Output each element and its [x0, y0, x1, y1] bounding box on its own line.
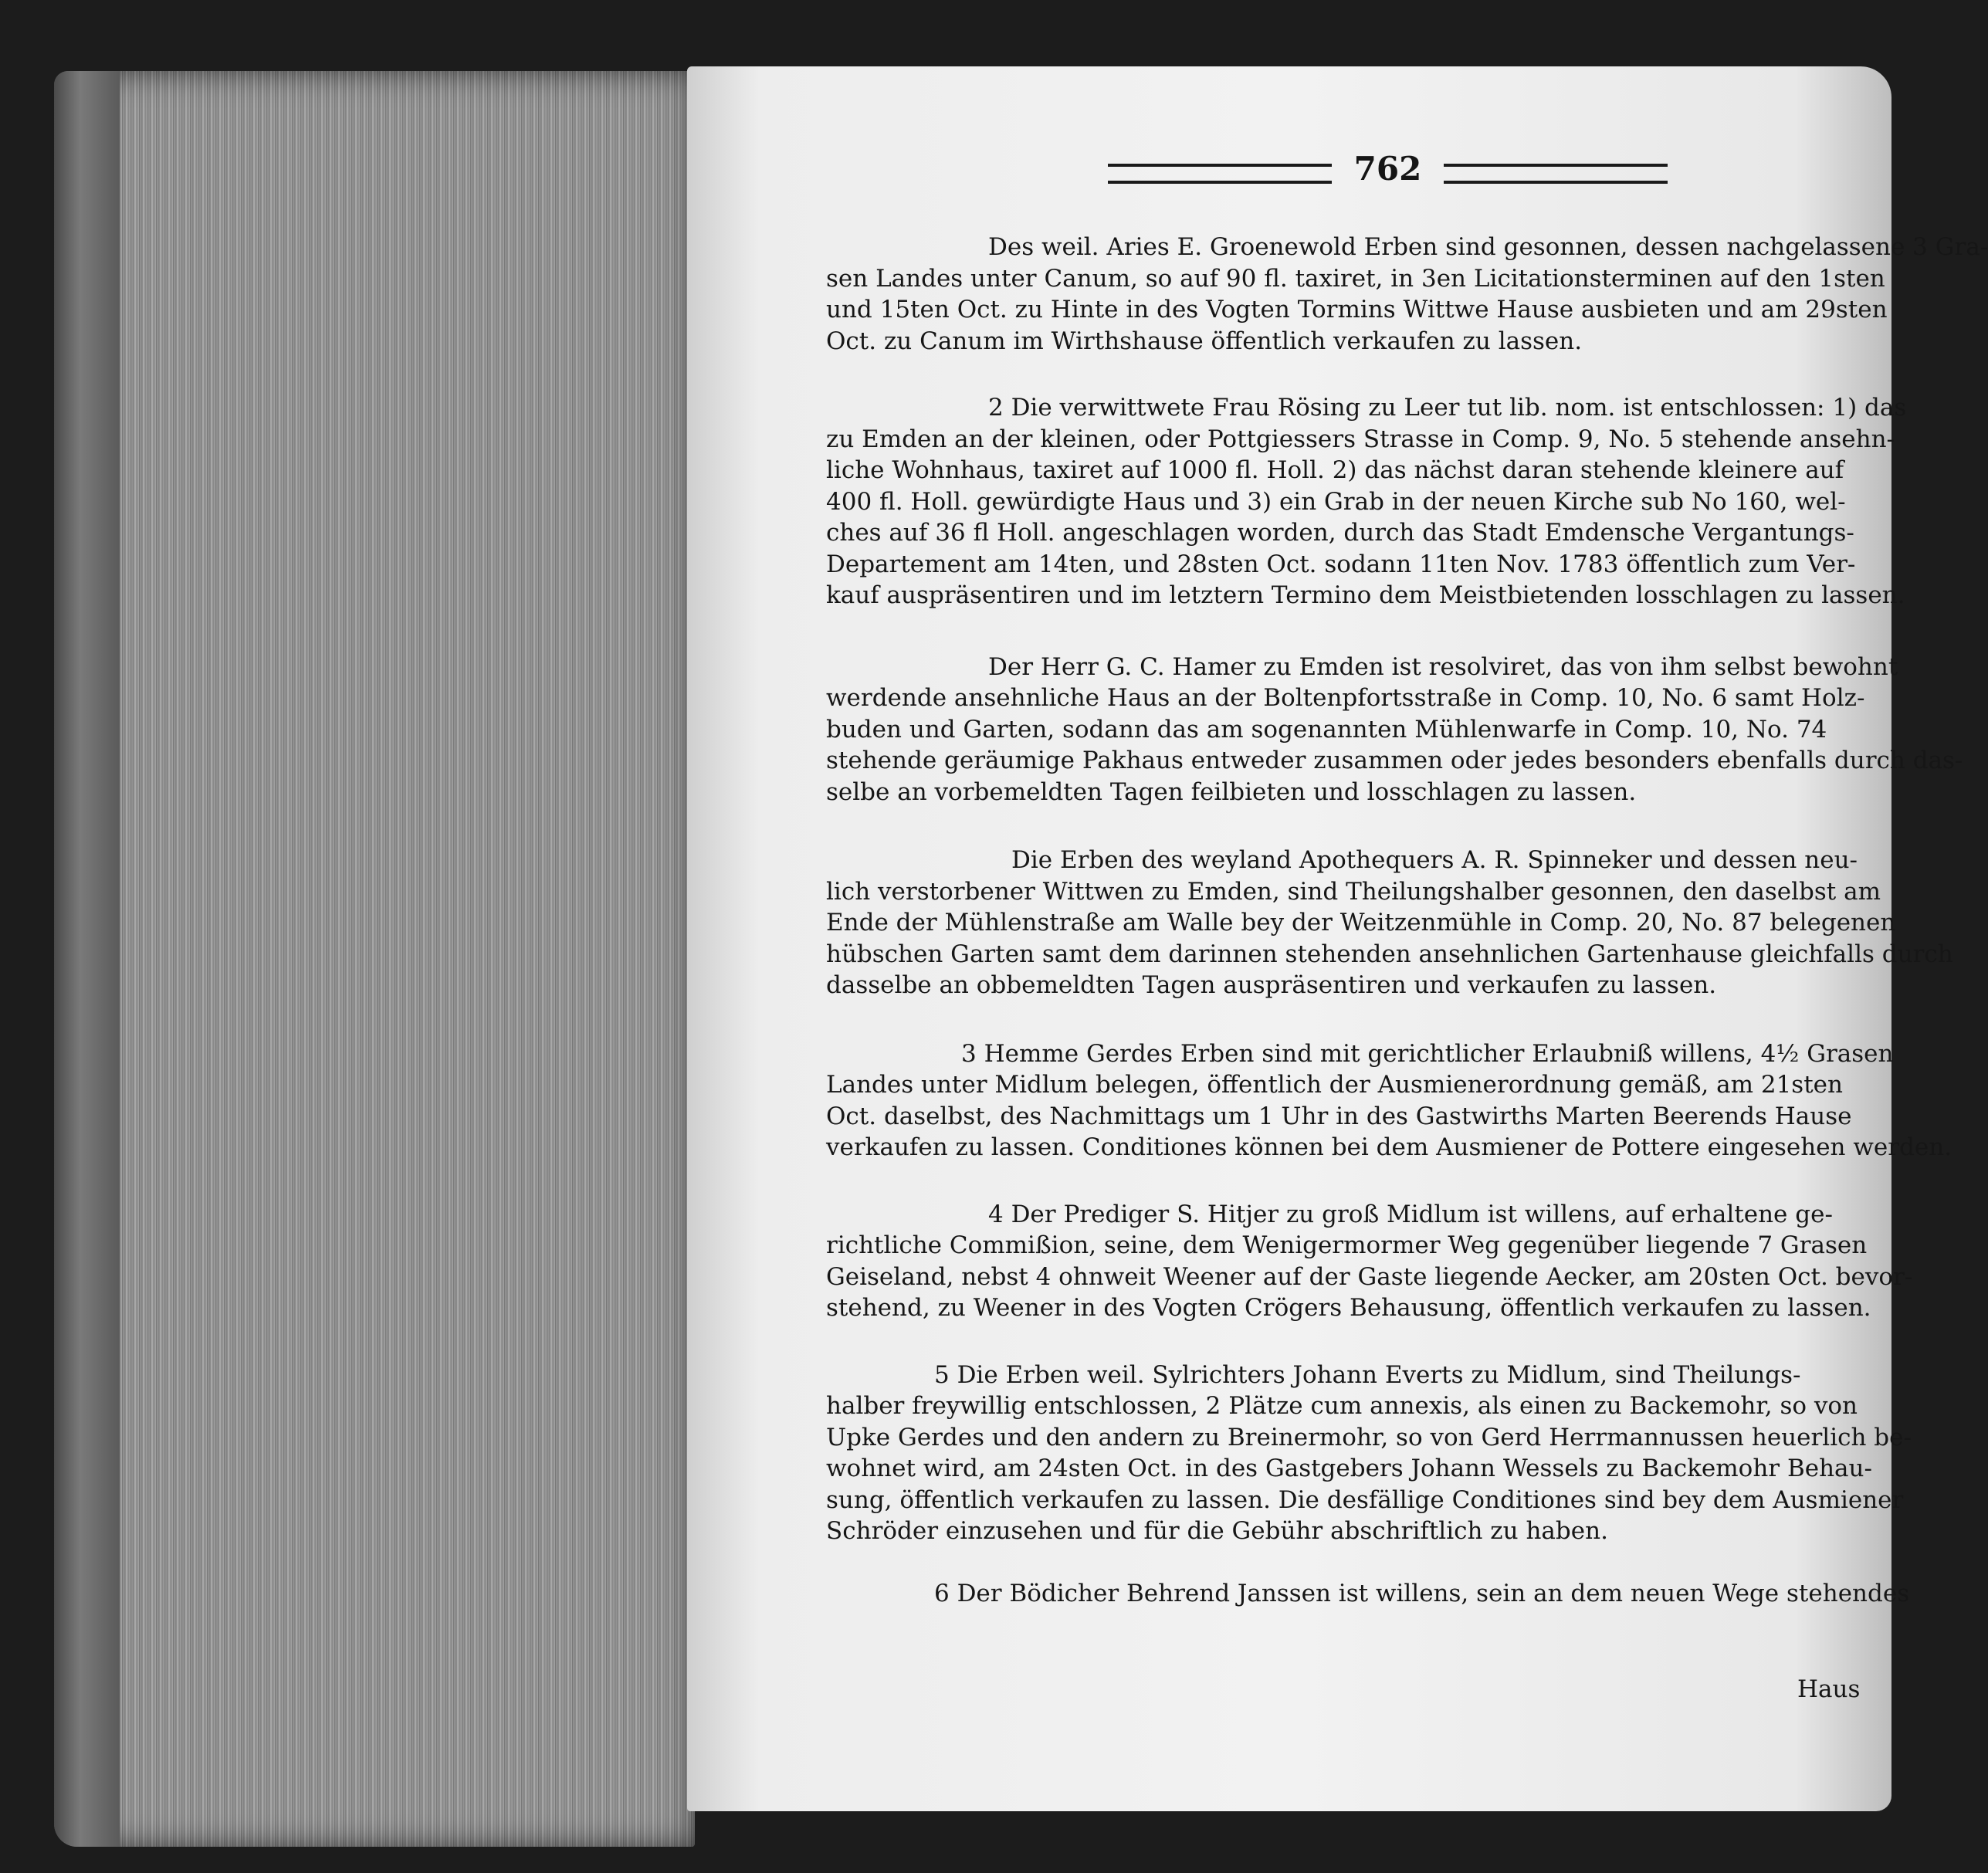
- book-page-edges: [54, 71, 695, 1847]
- paragraph-3: [826, 652, 1963, 808]
- text-line: buden und Garten, sodann das am sogenannten Mühlenwarfe in Comp. 10, No. 74: [826, 715, 1827, 743]
- text-line: 3 Hemme Gerdes Erben sind mit gerichtlicher Erlaubniß willens, 4½ Grasen: [961, 1039, 1894, 1068]
- text-line: dasselbe an obbemeldten Tagen auspräsentiren und verkaufen zu lassen.: [826, 971, 1717, 999]
- text-line: halber freywillig entschlossen, 2 Plätze cum annexis, als einen zu Backemohr, so von: [826, 1392, 1858, 1420]
- paragraph-6: [826, 1199, 1913, 1324]
- text-line: und 15ten Oct. zu Hinte in des Vogten Tormins Wittwe Hause ausbieten und am 29sten: [826, 296, 1888, 323]
- paragraph-7: [826, 1360, 1912, 1547]
- text-line: stehend, zu Weener in des Vogten Crögers Behausung, öffentlich verkaufen zu lassen.: [826, 1294, 1871, 1322]
- text-line: 4 Der Prediger S. Hitjer zu groß Midlum ist willens, auf erhaltene ge-: [988, 1200, 1833, 1228]
- text-line: richtliche Commißion, seine, dem Wenigermormer Weg gegenüber liegende 7 Grasen: [826, 1231, 1868, 1259]
- paragraph-1: [826, 232, 1988, 357]
- text-line: kauf auspräsentiren und im letztern Termino dem Meistbietenden losschlagen zu lassen.: [826, 581, 1905, 609]
- text-line: Die Erben des weyland Apothequers A. R. Spinneker und dessen neu-: [1011, 846, 1858, 874]
- text-line: selbe an vorbemeldten Tagen feilbieten und losschlagen zu lassen.: [826, 777, 1637, 806]
- text-line: Des weil. Aries E. Groenewold Erben sind gesonnen, dessen nachgelassene 3 Gra-: [988, 233, 1988, 261]
- text-line: liche Wohnhaus, taxiret auf 1000 fl. Holl. 2) das nächst daran stehende kleinere auf: [826, 456, 1844, 484]
- paragraph-8: [826, 1578, 1910, 1610]
- text-line: lich verstorbener Wittwen zu Emden, sind Theilungshalber gesonnen, den daselbst am: [826, 877, 1881, 906]
- text-line: verkaufen zu lassen. Conditiones können bei dem Ausmiener de Pottere eingesehen werden.: [826, 1133, 1952, 1161]
- text-line: 2 Die verwittwete Frau Rösing zu Leer tut lib. nom. ist entschlossen: 1) das: [988, 394, 1907, 422]
- text-line: Oct. zu Canum im Wirthshause öffentlich verkaufen zu lassen.: [826, 327, 1583, 355]
- text-line: 6 Der Bödicher Behrend Janssen ist willens, sein an dem neuen Wege stehendes: [934, 1579, 1910, 1607]
- text-line: wohnet wird, am 24sten Oct. in des Gastgebers Johann Wessels zu Backemohr Behau-: [826, 1455, 1872, 1482]
- page-header: [1108, 150, 1668, 190]
- text-line: Geiseland, nebst 4 ohnweit Weener auf der Gaste liegende Aecker, am 20sten Oct. bevor-: [826, 1262, 1913, 1291]
- text-line: 400 fl. Holl. gewürdigte Haus und 3) ein Grab in der neuen Kirche sub No 160, wel-: [826, 487, 1846, 516]
- text-line: Departement am 14ten, und 28sten Oct. sodann 11ten Nov. 1783 öffentlich zum Ver-: [826, 550, 1856, 578]
- text-line: 5 Die Erben weil. Sylrichters Johann Everts zu Midlum, sind Theilungs-: [934, 1360, 1801, 1389]
- text-line: ches auf 36 fl Holl. angeschlagen worden, durch das Stadt Emdensche Vergantungs-: [826, 519, 1854, 547]
- text-line: stehende geräumige Pakhaus entweder zusammen oder jedes besonders ebenfalls durch das-: [826, 747, 1963, 774]
- text-line: Ende der Mühlenstraße am Walle bey der Weitzenmühle in Comp. 20, No. 87 belegenen: [826, 909, 1896, 936]
- paragraph-2: [826, 392, 1907, 611]
- book-cover-edge: [54, 71, 120, 1847]
- text-line: Der Herr G. C. Hamer zu Emden ist resolviret, das von ihm selbst bewohnt: [988, 652, 1898, 681]
- page-number: 762: [1353, 150, 1422, 188]
- text-line: zu Emden an der kleinen, oder Pottgiessers Strasse in Comp. 9, No. 5 stehende ansehn-: [826, 425, 1895, 453]
- text-line: Landes unter Midlum belegen, öffentlich der Ausmienerordnung gemäß, am 21sten: [826, 1071, 1843, 1099]
- text-line: hübschen Garten samt dem darinnen stehenden ansehnlichen Gartenhause gleichfalls durch: [826, 940, 1953, 968]
- catchword: Haus: [1797, 1675, 1861, 1703]
- text-line: werdende ansehnliche Haus an der Boltenpfortsstraße in Comp. 10, No. 6 samt Holz-: [826, 684, 1865, 712]
- header-rule-right: [1444, 164, 1668, 184]
- text-line: sen Landes unter Canum, so auf 90 fl. taxiret, in 3en Licitationsterminen auf den 1sten: [826, 264, 1885, 293]
- paragraph-5: [826, 1038, 1952, 1163]
- text-line: Upke Gerdes und den andern zu Breinermohr, so von Gerd Herrmannussen heuerlich be-: [826, 1423, 1912, 1451]
- text-line: Oct. daselbst, des Nachmittags um 1 Uhr in des Gastwirths Marten Beerends Hause: [826, 1102, 1852, 1130]
- paragraph-4: [826, 845, 1953, 1001]
- text-line: Schröder einzusehen und für die Gebühr abschriftlich zu haben.: [826, 1517, 1608, 1545]
- text-line: sung, öffentlich verkaufen zu lassen. Die desfällige Conditiones sind bey dem Ausmiener: [826, 1485, 1904, 1514]
- page-body: [826, 232, 1988, 1609]
